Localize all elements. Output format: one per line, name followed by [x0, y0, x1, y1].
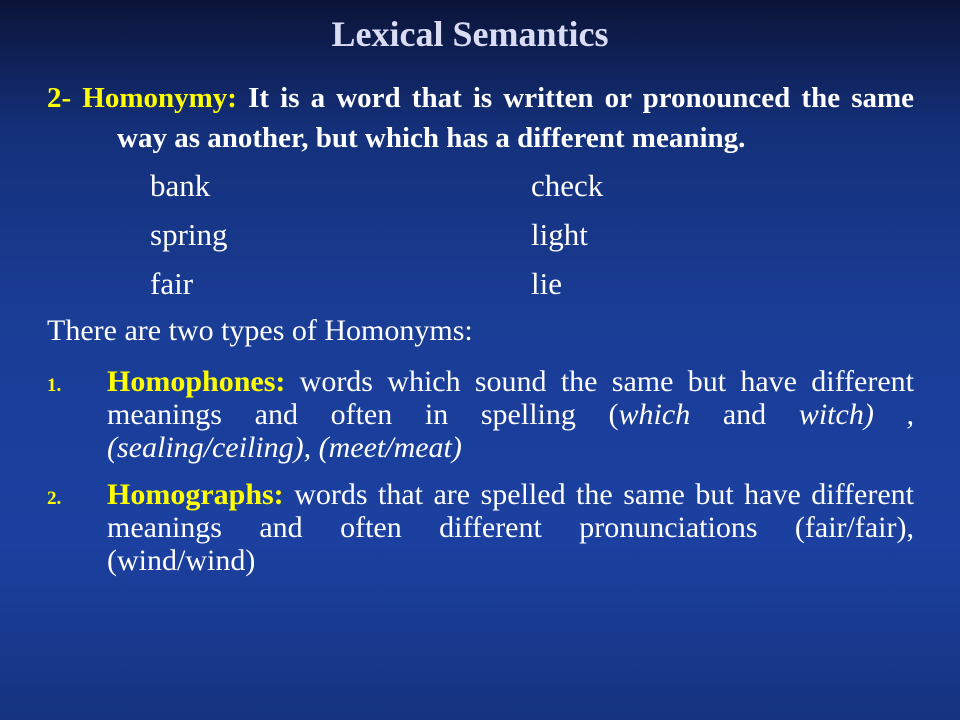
example-word: lie	[531, 266, 562, 301]
example-words	[47, 168, 914, 315]
example-row	[47, 266, 914, 315]
definition-text: It is a word that is written or pronounced the same way as another, but which has a different meaning.	[117, 82, 915, 154]
list-term: Homographs:	[107, 478, 284, 511]
example-word: spring	[150, 217, 228, 252]
example-word: light	[531, 217, 588, 252]
list-term: Homophones:	[107, 365, 286, 398]
types-intro: There are two types of Homonyms:	[47, 314, 473, 347]
definition-paragraph	[47, 78, 914, 158]
example-row	[47, 168, 914, 217]
example-word: fair	[150, 266, 194, 301]
list-number: 1.	[47, 375, 62, 396]
list-text: and	[690, 398, 799, 431]
definition-term: Homonymy:	[82, 82, 237, 114]
example-word: check	[531, 168, 604, 203]
list-italic: witch) , (sealing/ceiling), (meet/meat)	[107, 398, 914, 464]
list-text: words which sound the same but have different meanings and often in spelling (	[107, 365, 914, 431]
list-number: 2.	[47, 488, 62, 509]
example-word: bank	[150, 168, 211, 203]
list-italic: which	[618, 398, 691, 431]
list-item-homographs	[47, 478, 914, 577]
list-item-homophones	[47, 365, 914, 464]
slide-body	[47, 78, 914, 577]
list-text: words that are spelled the same but have different meanings and often different pronunciations (fair/fair), (wind/wind)	[107, 478, 915, 577]
slide-title: Lexical Semantics	[331, 14, 609, 54]
definition-number: 2-	[47, 82, 72, 114]
example-row	[47, 217, 914, 266]
